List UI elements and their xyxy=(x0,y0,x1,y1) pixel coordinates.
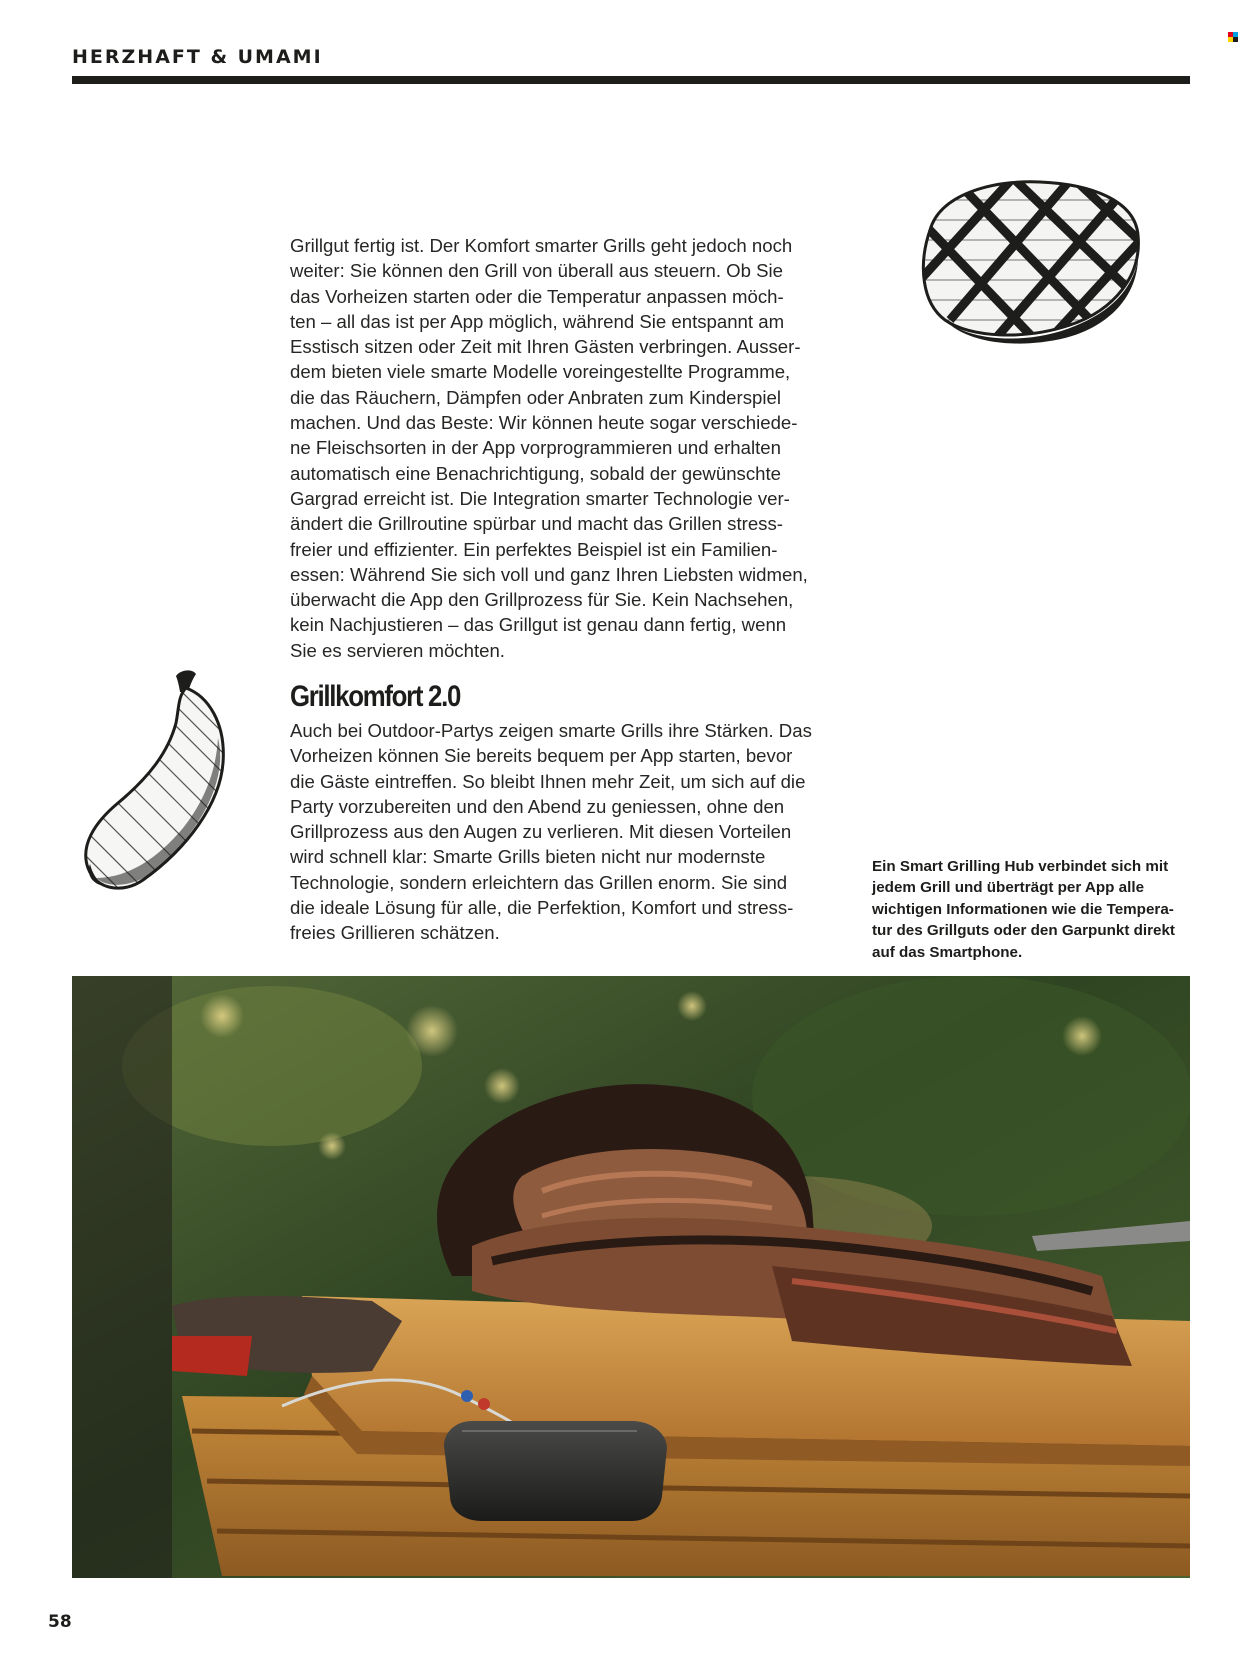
caption-line: wichtigen Informationen wie die Tempera- xyxy=(872,900,1174,918)
text-line: Sie es servieren möchten. xyxy=(290,639,505,661)
zucchini-illustration xyxy=(68,668,248,898)
text-line: Grillgut fertig ist. Der Komfort smarter Grills geht jedoch noch xyxy=(290,235,793,256)
caption-line: tur des Grillguts oder den Garpunkt direkt xyxy=(872,922,1175,940)
text-line: essen: Während Sie sich voll und ganz Ihren Liebsten widmen, xyxy=(290,563,808,585)
text-line: überwacht die App den Grillprozess für Sie. Kein Nachsehen, xyxy=(290,589,794,611)
grilled-steak-illustration xyxy=(900,160,1150,360)
page-number: 58 xyxy=(48,1612,72,1632)
text-line: Esstisch sitzen oder Zeit mit Ihren Gästen verbringen. Ausser- xyxy=(290,336,801,358)
text-line: ten – all das ist per App möglich, während Sie entspannt am xyxy=(290,310,785,332)
text-line: ändert die Grillroutine spürbar und macht das Grillen stress- xyxy=(290,513,783,535)
section-label: HERZHAFT & UMAMI xyxy=(72,46,323,68)
text-line: die Gäste eintreffen. So bleibt Ihnen mehr Zeit, um sich auf die xyxy=(290,770,806,792)
text-line: die ideale Lösung für alle, die Perfektion, Komfort und stress- xyxy=(290,897,794,919)
text-line: freies Grillieren schätzen. xyxy=(290,922,500,944)
registration-mark-icon xyxy=(1228,32,1238,42)
text-line: automatisch eine Benachrichtigung, sobald der gewünschte xyxy=(290,462,781,484)
text-line: wird schnell klar: Smarte Grills bieten nicht nur modernste xyxy=(290,846,766,868)
article-column-2 xyxy=(290,718,840,946)
caption-line: auf das Smartphone. xyxy=(872,943,1023,961)
text-line: weiter: Sie können den Grill von überall aus steuern. Ob Sie xyxy=(290,260,784,282)
text-line: kein Nachjustieren – das Grillgut ist genau dann fertig, wenn xyxy=(290,614,787,636)
text-line: ne Fleischsorten in der App vorprogrammieren und erhalten xyxy=(290,437,781,459)
text-line: Auch bei Outdoor-Partys zeigen smarte Grills ihre Stärken. Das xyxy=(290,720,812,741)
caption-line: Ein Smart Grilling Hub verbindet sich mit xyxy=(872,858,1169,875)
text-line: Gargrad erreicht ist. Die Integration smarter Technologie ver- xyxy=(290,487,790,509)
text-line: das Vorheizen starten oder die Temperatur anpassen möch- xyxy=(290,285,784,307)
subheading: Grillkomfort 2.0 xyxy=(290,680,461,713)
text-line: Grillprozess aus den Augen zu verlieren. Mit diesen Vorteilen xyxy=(290,821,792,843)
brisket-photo xyxy=(72,976,1190,1578)
text-line: freier und effizienter. Ein perfektes Beispiel ist ein Familien- xyxy=(290,538,778,560)
header-rule xyxy=(72,76,1190,84)
text-line: Vorheizen können Sie bereits bequem per App starten, bevor xyxy=(290,745,793,767)
article-column-1 xyxy=(290,233,840,663)
text-line: Party vorzubereiten und den Abend zu geniessen, ohne den xyxy=(290,795,785,817)
text-line: dem bieten viele smarte Modelle voreingestellte Programme, xyxy=(290,361,791,383)
text-line: machen. Und das Beste: Wir können heute sogar verschiede- xyxy=(290,412,798,434)
photo-caption xyxy=(872,856,1202,963)
text-line: Technologie, sondern erleichtern das Grillen enorm. Sie sind xyxy=(290,871,788,893)
caption-line: jedem Grill und überträgt per App alle xyxy=(872,879,1145,897)
brisket-photo-illustration xyxy=(72,976,1190,1578)
text-line: die das Räuchern, Dämpfen oder Anbraten zum Kinderspiel xyxy=(290,386,781,408)
